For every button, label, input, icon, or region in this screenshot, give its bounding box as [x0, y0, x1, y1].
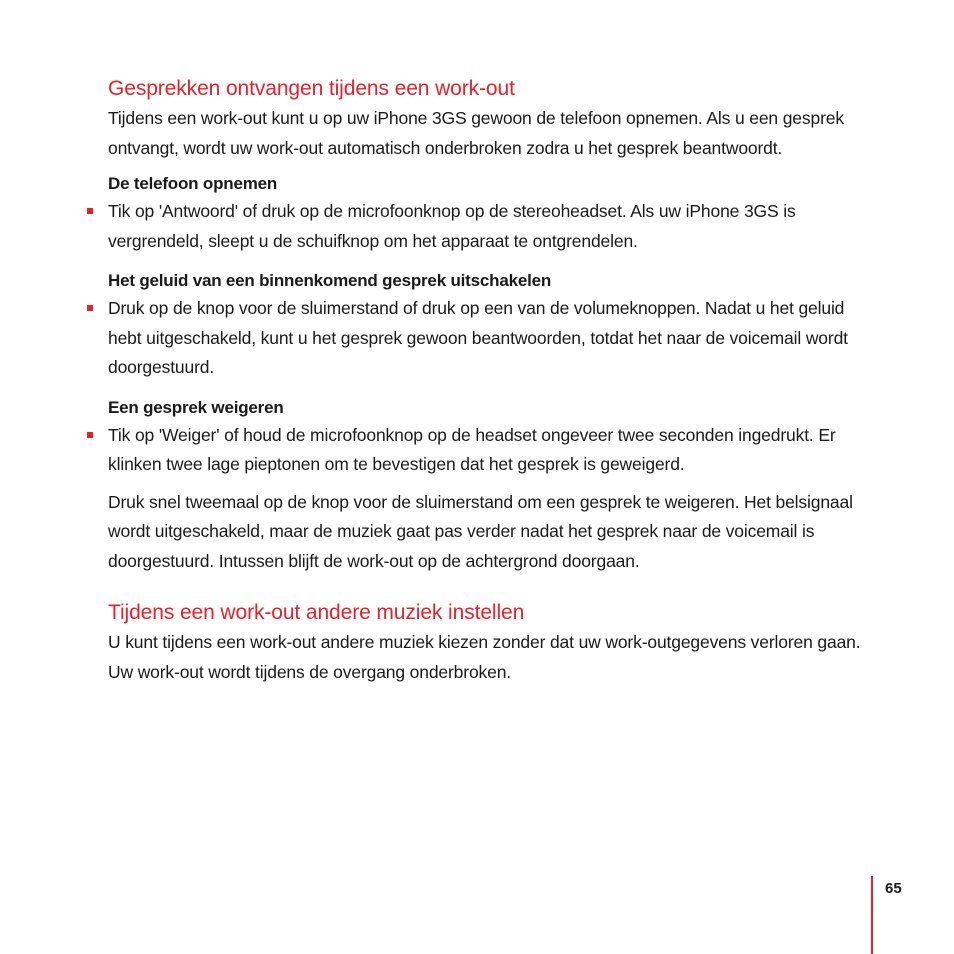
section-intro-music: U kunt tijdens een work-out andere muziek kiezen zonder dat uw work-outgegevens verloren gaan. Uw work-out wordt tijdens de overgang onderbroken.	[108, 632, 861, 682]
subheading-mute: Het geluid van een binnenkomend gesprek uitschakelen	[108, 271, 552, 290]
bullet-text-mute: Druk op de knop voor de sluimerstand of druk op een van de volumeknoppen. Nadat u het geluid hebt uitgeschakeld, kunt u het gesprek gewoon beantwoorden, totdat het naar de voicemail wordt doorgestuurd.	[108, 298, 848, 377]
subheading-answer: De telefoon opnemen	[108, 174, 278, 193]
bullet-text-answer: Tik op 'Antwoord' of druk op de microfoonknop op de stereoheadset. Als uw iPhone 3GS is vergrendeld, sleept u de schuifknop om het apparaat te ontgrendelen.	[108, 201, 796, 251]
footer-rule	[871, 876, 873, 954]
section-title-music: Tijdens een work-out andere muziek instellen	[108, 601, 525, 624]
page-content	[108, 74, 878, 687]
page-number: 65	[885, 880, 902, 897]
bullet-square-icon	[87, 208, 93, 214]
decline-note: Druk snel tweemaal op de knop voor de sluimerstand om een gesprek te weigeren. Het belsignaal wordt uitgeschakeld, maar de muziek gaat pas verder nadat het gesprek naar de voicemail is doorgestuurd. Intussen blijft de work-out op de achtergrond doorgaan.	[108, 491, 853, 571]
bullet-mute	[108, 294, 878, 383]
bullet-decline	[108, 421, 878, 480]
bullet-text-decline: Tik op 'Weiger' of houd de microfoonknop op de headset ongeveer twee seconden ingedrukt. Er klinken twee lage pieptonen om te bevestigen dat het gesprek is geweigerd.	[108, 424, 836, 474]
subheading-decline: Een gesprek weigeren	[108, 397, 284, 417]
bullet-square-icon	[87, 432, 93, 438]
bullet-answer	[108, 197, 878, 256]
section-title-calls: Gesprekken ontvangen tijdens een work-out	[108, 77, 515, 100]
section-intro-calls: Tijdens een work-out kunt u op uw iPhone 3GS gewoon de telefoon opnemen. Als u een gesprek ontvangt, wordt uw work-out automatisch onderbroken zodra u het gesprek beantwoordt.	[108, 108, 844, 158]
bullet-square-icon	[87, 305, 93, 311]
